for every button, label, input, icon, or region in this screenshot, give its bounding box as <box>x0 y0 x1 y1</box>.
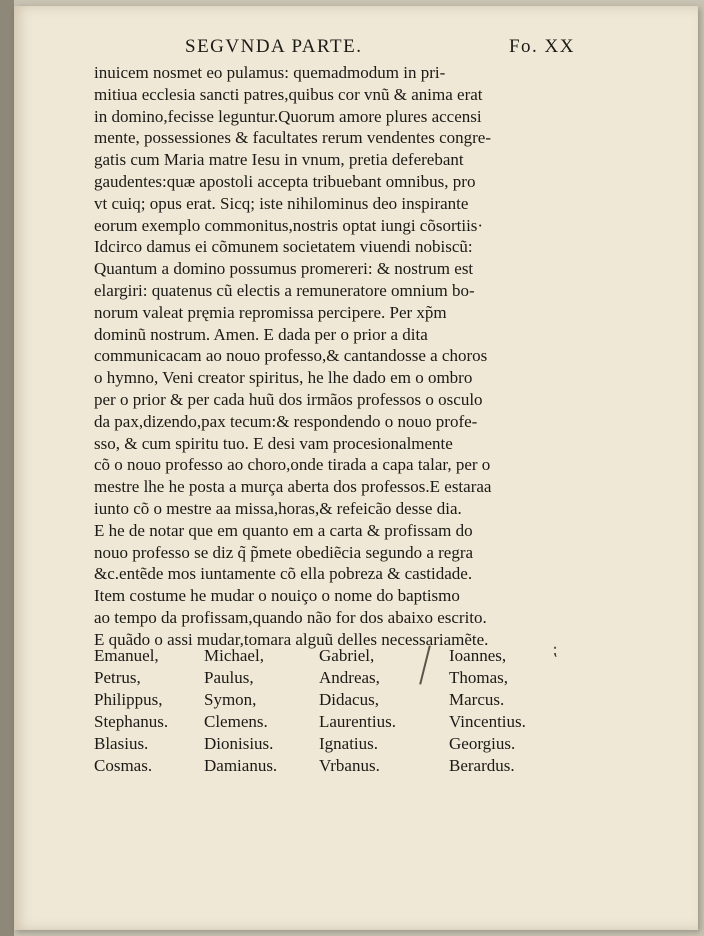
name-cell: Petrus, <box>94 668 141 687</box>
text-line: norum valeat pręmia repromissa percipere. Per xp̃m <box>94 302 447 322</box>
text-line: nouo professo se diz q̃ p̃mete obediẽcia segundo a regra <box>94 542 474 562</box>
saint-names-list <box>94 646 574 778</box>
text-line: E quãdo o assi mudar,tomara alguũ delles necessariamẽte. <box>94 629 489 649</box>
name-cell: Georgius. <box>449 734 516 753</box>
text-line: dominũ nostrum. Amen. E dada per o prior a dita <box>94 324 428 344</box>
name-cell: Berardus. <box>449 756 515 775</box>
text-line: gatis cum Maria matre Iesu in vnum, pretia deferebant <box>94 150 464 170</box>
text-line: iunto cõ o mestre aa missa,horas,& refeicão desse dia. <box>94 498 462 518</box>
name-cell: Didacus, <box>319 690 379 709</box>
text-line: cõ o nouo professo ao choro,onde tirada a capa talar, per o <box>94 455 491 475</box>
text-line: per o prior & per cada huũ dos irmãos professos o osculo <box>94 389 483 409</box>
name-cell: Damianus. <box>204 756 278 775</box>
body-text <box>94 62 572 651</box>
name-cell: Emanuel, <box>94 646 159 665</box>
name-cell: Ioannes, <box>449 646 507 665</box>
text-line: elargiri: quatenus cũ electis a remuneratore omnium bo- <box>94 280 475 300</box>
book-spine-shadow <box>0 0 14 936</box>
names-row <box>94 646 574 668</box>
text-line: Quantum a domino possumus promereri: & nostrum est <box>94 259 474 279</box>
text-line: o hymno, Veni creator spiritus, he lhe dado em o ombro <box>94 368 473 388</box>
names-row <box>94 668 574 690</box>
names-row <box>94 756 574 778</box>
text-line: sso, & cum spiritu tuo. E desi vam procesionalmente <box>94 433 453 453</box>
text-line: vt cuiq; opus erat. Sicq; iste nihilominus deo inspirante <box>94 193 469 213</box>
text-line: mitiua ecclesia sancti patres,quibus cor vnũ & anima erat <box>94 84 483 104</box>
name-cell: Symon, <box>204 690 257 709</box>
text-line: Item costume he mudar o nouiço o nome do baptismo <box>94 586 460 606</box>
running-title: SEGVNDA PARTE. <box>185 36 363 57</box>
text-line: &c.entẽde mos iuntamente cõ ella pobreza & castidade. <box>94 564 473 584</box>
page-header <box>185 36 575 62</box>
text-line: ao tempo da profissam,quando não for dos abaixo escrito. <box>94 607 487 627</box>
name-cell: Gabriel, <box>319 646 375 665</box>
text-line: mestre lhe he posta a murça aberta dos professos.E estaraa <box>94 477 492 497</box>
name-cell: Laurentius. <box>319 712 396 731</box>
text-line: mente, possessiones & facultates rerum vendentes congre- <box>94 128 492 148</box>
text-line: da pax,dizendo,pax tecum:& respondendo o nouo profe- <box>94 411 478 431</box>
text-line: Idcirco damus ei cõmunem societatem viuendi nobiscũ: <box>94 237 473 257</box>
name-cell: Blasius. <box>94 734 149 753</box>
name-cell: Ignatius. <box>319 734 379 753</box>
text-line: inuicem nosmet eo pulamus: quemadmodum in pri- <box>94 63 446 82</box>
name-cell: Marcus. <box>449 690 505 709</box>
name-cell: Andreas, <box>319 668 380 687</box>
name-cell: Cosmas. <box>94 756 153 775</box>
name-cell: Dionisius. <box>204 734 274 753</box>
name-cell: Vrbanus. <box>319 756 380 775</box>
text-line: in domino,fecisse leguntur.Quorum amore plures accensi <box>94 106 482 126</box>
folio-number: Fo. XX <box>508 36 575 57</box>
name-cell: Thomas, <box>449 668 509 687</box>
text-line: E he de notar que em quanto em a carta & profissam do <box>94 520 473 540</box>
name-cell: Michael, <box>204 646 264 665</box>
text-line: gaudentes:quæ apostoli accepta tribuebant omnibus, pro <box>94 171 476 191</box>
name-cell: Clemens. <box>204 712 268 731</box>
name-cell: Philippus, <box>94 690 163 709</box>
names-table <box>94 646 574 778</box>
name-cell: Vincentius. <box>449 712 526 731</box>
names-row <box>94 734 574 756</box>
text-line: communicacam ao nouo professo,& cantandosse a choros <box>94 346 488 366</box>
name-cell: Paulus, <box>204 668 254 687</box>
name-cell: Stephanus. <box>94 712 169 731</box>
marginal-mark: ⁏ <box>552 642 558 659</box>
names-row <box>94 690 574 712</box>
names-row <box>94 712 574 734</box>
text-line: eorum exemplo commonitus,nostris optat iungi cõsortiis· <box>94 215 484 235</box>
